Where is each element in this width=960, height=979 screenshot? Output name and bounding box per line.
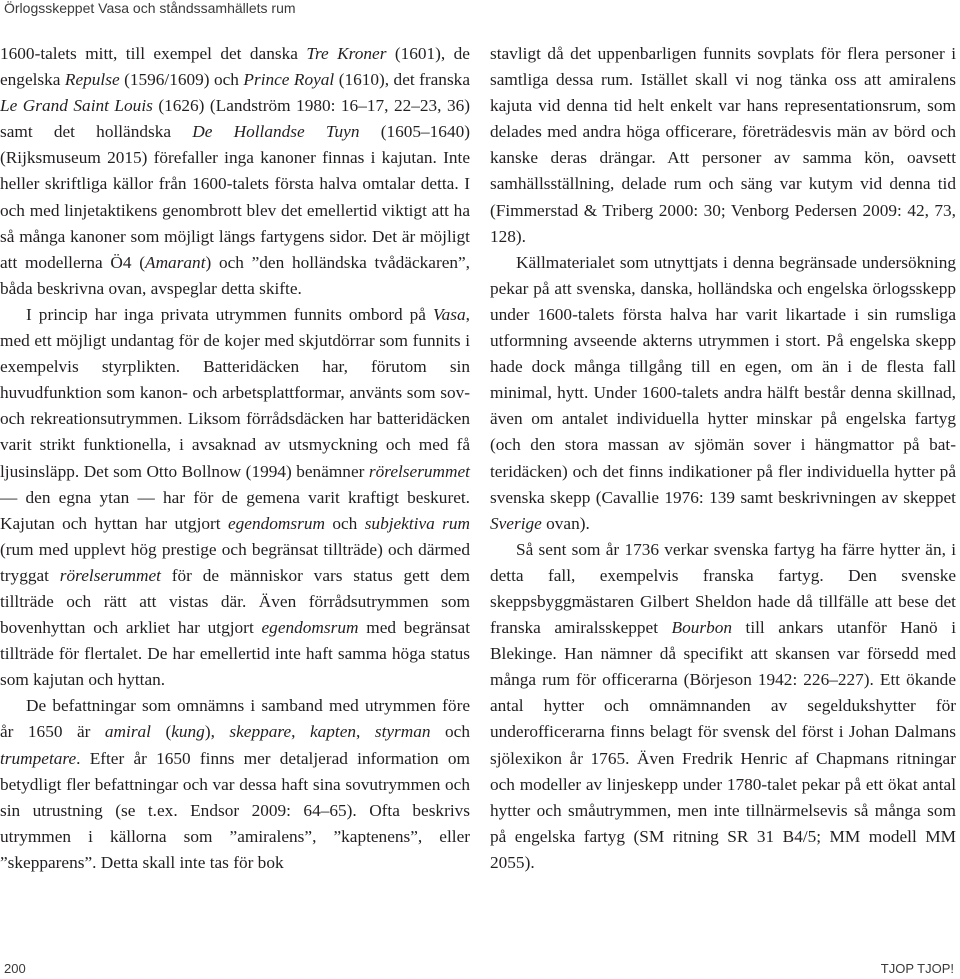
text-run: 1600-talets mitt, till exempel det danska [0,44,307,63]
text-run: I princip har inga privata utrymmen funnits ombord på [26,304,434,324]
text-run: (1601), de engelska [0,44,470,90]
text-run: (1596/1609) och [119,70,244,90]
italic-text: styrman [374,722,431,742]
text-run: ) och ”den holländska tvådäckaren”, båda beskrivna ovan, avspeglar detta skifte. [0,252,470,298]
text-run: , med ett möjligt undantag för de kojer med skjutdörrar som funnits i exempelvis styrplikten. Batteridäcken har, förutom sin huvudfunktion som kanon- och arbetsplattformar, använts som sov- och rekreationsutrymmen. Liksom förrådsdäcken har batteridäcken varit strikt funktionella, i avsaknad av utsmyckning och med få ljusinsläpp. Det som Otto Bollnow (1994) benämner [0,304,470,481]
italic-text: Le Grand Saint Louis [0,96,153,116]
text-run: och [324,513,365,533]
text-column-left [0,41,470,876]
paragraph [490,41,956,250]
page-number: 200 [4,961,26,976]
text-column-right [490,41,956,876]
italic-text: trumpetare [0,748,77,768]
italic-text: Prince Royal [243,70,335,90]
text-run: till ankars utanför Hanö i Blekinge. Han nämner då specifikt att skansen var försedd med många rum för officerarna (Börjeson 1942: 226–227). Ett ökande antal hytter och omnämnanden av segeldukshytter för underofficerarna finns belagt för svensk del först i Johan Dalmans sjölexikon år 1765. Även Fredrik Henric af Chapmans ritningar och modeller av linjeskepp under 1780-talet pekar på ett ökat antal hytter och småutrymmen, men inte tillnärmelsevis så många som på engelska fartyg (SM ritning SR 31 B4/5; MM modell MM 2055). [490,618,956,872]
italic-text: egendomsrum [261,618,359,638]
italic-text: rörelserummet [59,565,161,585]
text-run: . Efter år 1650 finns mer detaljerad information om betydligt fler befattningar och var dessa haft sina sovutrymmen och sin utrustning (se t.ex. Endsor 2009: 64–65). Ofta beskrivs utrymmen i källorna som ”amiralens”, ”kaptenens”, eller ”skepparens”. Detta skall inte tas för bok [0,748,470,872]
italic-text: Repulse [64,70,120,90]
paragraph [0,302,470,693]
italic-text: subjektiva rum [364,513,471,533]
text-run: (1626) (Landström 1980: 16–17, 22–23, 36) samt det holländska [0,96,470,142]
text-run: med begränsat tillträde för flertalet. De har emellertid inte haft samma höga status som kajutan och hyttan. [0,618,470,690]
text-run: för de människor vars status gett dem tillträde och rätt att vistas där. Även förrådsutrymmen som bovenhyttan och arkliet har utgjort [0,565,470,638]
text-run: ), [204,722,230,742]
text-run: — den egna ytan — har för de gemena varit kraftigt beskuret. Kajutan och hyttan har utgjort [0,487,470,533]
text-run: (rum med upplevt hög prestige och begränsat tillträde) och därmed tryggat [0,539,470,585]
text-run: , [291,722,310,742]
text-run: ovan). [541,513,590,533]
italic-text: kapten [309,722,357,742]
italic-text: Sverige [490,513,542,533]
italic-text: Bourbon [671,618,733,638]
italic-text: Amarant [145,252,206,272]
italic-text: skeppare [229,722,292,742]
italic-text: amiral [104,722,151,742]
journal-title: TJOP TJOP! [880,961,954,976]
italic-text: kung [171,722,205,742]
paragraph [0,693,470,876]
text-run: (1610), det franska [334,70,470,90]
running-head: Örlogsskeppet Vasa och ståndssamhällets rum [4,0,296,16]
paragraph [0,41,470,302]
italic-text: Tre Kroner [306,44,387,63]
text-run: De befattningar som omnämns i samband med utrymmen före år 1650 är [0,696,470,742]
text-run: , [356,722,375,742]
paragraph [490,250,956,537]
text-run: stavligt då det uppenbarligen funnits sovplats för flera personer i samtliga dessa rum. Istället skall vi nog tänka oss att amiralens kajuta vid denna tid helt enkelt var hans representationsrum, som delades med andra höga officerare, företrädesvis män av börd och kanske deras drängar. Att personer av samma kön, oavsett samhällsställning, delade rum och säng var kutym vid denna tid (Fimmerstad & Triberg 2000: 30; Venborg Pedersen 2009: 42, 73, 128). [490,44,956,246]
text-run: ( [150,722,172,742]
italic-text: Vasa [433,304,466,324]
paragraph [490,537,956,876]
text-run: och [430,722,470,742]
italic-text: egendomsrum [227,513,325,533]
italic-text: De Hollandse Tuyn [192,122,360,142]
text-run: (1605–1640) (Rijksmuseum 2015) förefaller inga kanoner finnas i kajutan. Inte heller skriftliga källor från 1600-talets första halva omtalar detta. I och med linjetaktikens genombrott blev det emellertid viktigt att ha så många kanoner som möjligt längs fartygens sidor. Det är möjligt att modellerna Ö4 ( [0,122,470,272]
italic-text: rörelserummet [368,461,470,481]
text-run: Så sent som år 1736 verkar svenska fartyg ha färre hytter än, i detta fall, exempelvis franska fartyg. Den svenske skeppsbyggmästaren Gilbert Sheldon hade då tillfälle att bese det franska amiralsskeppet [490,539,956,638]
text-run: Källmaterialet som utnyttjats i denna begränsade undersökning pekar på att svenska, danska, holländska och engelska örlogsskepp under 1600-talets första halva har varit likartade i sin rumsliga utformning avseende akterns utrymmen i stort. På engelska skepp hade dock många tillgång till en egen, om än i de flesta fall minimal, hytt. Under 1600-talets andra hälft består denna skillnad, även om antalet individuella hytter minskar på engelska fartyg (och den stora massan av sjömän sover i hängmattor på batteridäcken) och det finns indikationer på fler individuella hytter på svenska skepp (Cavallie 1976: 139 samt beskrivningen av skeppet [490,252,956,507]
